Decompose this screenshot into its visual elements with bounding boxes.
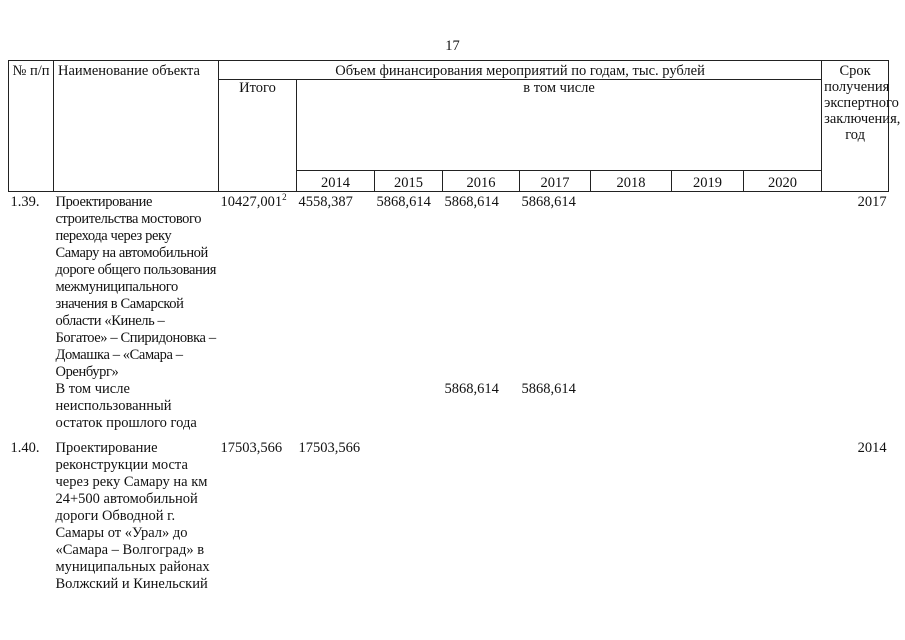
row-2020 xyxy=(744,381,822,432)
row-no: 1.40. xyxy=(10,440,40,456)
row-no xyxy=(9,381,54,432)
row-2019 xyxy=(672,432,744,593)
table-row xyxy=(9,381,889,432)
table-row xyxy=(9,192,889,382)
row-term: 2014 xyxy=(857,440,887,456)
row-2018 xyxy=(591,192,672,382)
row-2014 xyxy=(297,381,375,432)
footnote-mark: 2 xyxy=(282,192,287,203)
table-row xyxy=(9,432,889,593)
page-number: 17 xyxy=(445,38,460,54)
row-total: 10427,001$^2$ xyxy=(220,192,287,210)
header-term: Срок получения экспертного заключения, год xyxy=(822,61,889,192)
row-term xyxy=(822,381,889,432)
header-total: Итого xyxy=(219,80,297,192)
row-total: 17503,566 xyxy=(220,440,283,456)
row-2017: 5868,614 xyxy=(521,194,576,210)
row-2015: 5868,614 xyxy=(376,194,431,210)
row-2020 xyxy=(744,432,822,593)
header-year: 2014 xyxy=(297,171,375,192)
row-2019 xyxy=(672,381,744,432)
header-year: 2017 xyxy=(520,171,591,192)
row-name: В том числе неиспользованный остаток прошлого года xyxy=(55,381,197,431)
row-no: 1.39. xyxy=(10,194,40,210)
financing-table xyxy=(8,60,901,593)
row-2015 xyxy=(375,381,443,432)
row-2016: 5868,614 xyxy=(444,194,499,210)
row-2019 xyxy=(672,192,744,382)
header-including: в том числе xyxy=(297,80,822,171)
row-2016 xyxy=(443,432,520,593)
header-no: № п/п xyxy=(9,61,54,192)
header-year: 2016 xyxy=(443,171,520,192)
row-2017: 5868,614 xyxy=(521,381,576,397)
header-year: 2020 xyxy=(744,171,822,192)
row-2014: 4558,387 xyxy=(298,194,353,210)
row-2017 xyxy=(520,432,591,593)
header-financing: Объем финансирования мероприятий по годам, тыс. рублей xyxy=(219,61,822,80)
row-2016: 5868,614 xyxy=(444,381,499,397)
row-name: Проектирование реконструкции моста через реку Самару на км 24+500 автомобильной дороги Обводной г. Самары от «Урал» до «Самара – Волгоград» в муниципальных районах Волжский и Кинельский xyxy=(55,440,210,592)
row-total xyxy=(219,381,297,432)
row-2015 xyxy=(375,432,443,593)
header-year: 2018 xyxy=(591,171,672,192)
row-2014: 17503,566 xyxy=(298,440,361,456)
row-2018 xyxy=(591,432,672,593)
row-2018 xyxy=(591,381,672,432)
header-year: 2015 xyxy=(375,171,443,192)
row-name: Проектирование строительства мостового перехода через реку Самару на автомобильной дороге общего пользования межмуниципального значения в Самарской области «Кинель – Богатое» – Спиридоновка – Домашка – «Самара – Оренбург» xyxy=(55,194,216,380)
header-year: 2019 xyxy=(672,171,744,192)
row-2020 xyxy=(744,192,822,382)
row-term: 2017 xyxy=(857,194,887,210)
header-name: Наименование объекта xyxy=(54,61,219,192)
